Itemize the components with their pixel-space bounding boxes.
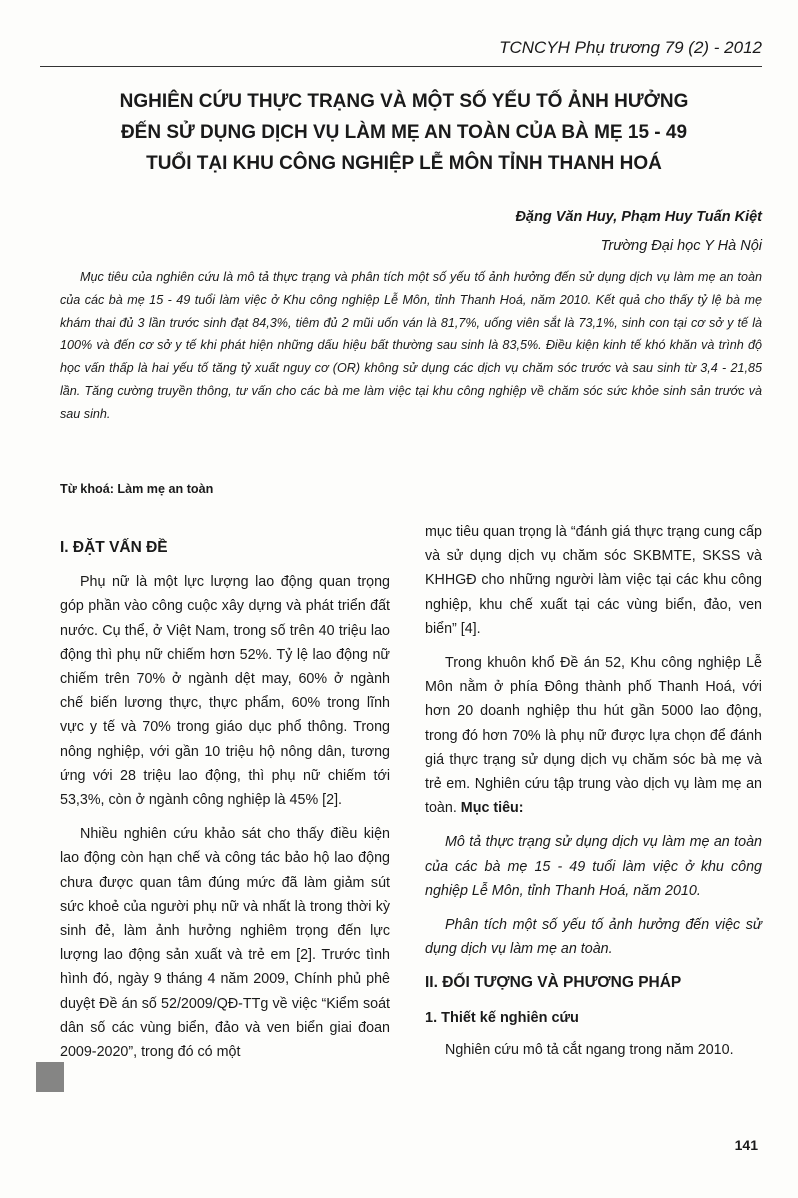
authors: Đặng Văn Huy, Phạm Huy Tuấn Kiệt [515, 209, 762, 225]
paragraph: Phụ nữ là một lực lượng lao động quan trọng góp phần vào công cuộc xây dựng và phát triển đất nước. Cụ thể, ở Việt Nam, trong số trên 40 triệu lao động thì phụ nữ chiếm hơn 52%. Tỷ lệ lao động nữ chiếm trên 70% ở ngành dệt may, 60% ở ngành chế biến lương thực, thực phẩm, 60% trong lĩnh vực y tế và 70% trong giáo dục phổ thông. Trong nông nghiệp, với gần 10 triệu hộ nông dân, tương ứng với 28 triệu lao động, thì phụ nữ chiếm tới 53,3%, còn ở ngành công nghiệp là 45% [2]. [60, 574, 390, 809]
paragraph: Nghiên cứu mô tả cắt ngang trong năm 2010. [445, 1041, 734, 1058]
section-heading: I. ĐẶT VẤN ĐỀ [60, 539, 168, 556]
author-block [515, 203, 762, 261]
article-title [50, 86, 758, 179]
left-column [60, 530, 390, 1074]
title-line: TUỔI TẠI KHU CÔNG NGHIỆP LỄ MÔN TỈNH THANH HOÁ [146, 153, 662, 174]
paragraph-text: Trong khuôn khổ Đề án 52, Khu công nghiệp Lễ Môn nằm ở phía Đông thành phố Thanh Hoá, với hơn 20 doanh nghiệp thu hút gần 5000 lao động, trong đó hơn 70% là phụ nữ được lựa chọn để đánh giá thực trạng sử dụng dịch vụ chăm sóc bà mẹ và trẻ em. Nghiên cứu tập trung vào dịch vụ làm mẹ an toàn. [425, 655, 762, 817]
title-line: ĐẾN SỬ DỤNG DỊCH VỤ LÀM MẸ AN TOÀN CỦA BÀ MẸ 15 - 49 [120, 122, 688, 143]
subsection-heading: 1. Thiết kế nghiên cứu [425, 1009, 579, 1026]
header-rule [40, 66, 762, 67]
page-number: 141 [734, 1137, 758, 1153]
objective-1: Mô tả thực trạng sử dụng dịch vụ làm mẹ an toàn của các bà mẹ 15 - 49 tuổi làm việc ở khu công nghiệp Lễ Môn, tỉnh Thanh Hoá, năm 2010. [425, 834, 762, 899]
right-column [425, 520, 762, 1072]
title-line: NGHIÊN CỨU THỰC TRẠNG VÀ MỘT SỐ YẾU TỐ ẢNH HƯỞNG [119, 91, 689, 112]
objective-label: Mục tiêu: [460, 800, 524, 817]
objective-2: Phân tích một số yếu tố ảnh hưởng đến việc sử dụng dịch vụ làm mẹ an toàn. [425, 917, 762, 958]
journal-header: TCNCYH Phụ trương 79 (2) - 2012 [499, 38, 762, 57]
abstract: Mục tiêu của nghiên cứu là mô tả thực trạng và phân tích một số yếu tố ảnh hưởng đến sử dụng dịch vụ làm mẹ an toàn của các bà mẹ 15 - 49 tuổi làm việc ở Khu công nghiệp Lễ Môn, tỉnh Thanh Hoá, năm 2010. Kết quả cho thấy tỷ lệ bà mẹ khám thai đủ 3 lần trước sinh đạt 84,3%, tiêm đủ 2 mũi uốn ván là 81,7%, uống viên sắt là 73,1%, sinh con tại cơ sở y tế là 100% và đến cơ sở y tế khi phát hiện những dấu hiệu bất thường sau sinh là 83,5%. Điều kiện kinh tế khó khăn và trình độ học vấn thấp là hai yếu tố tăng tỷ xuất nguy cơ (OR) không sử dụng các dịch vụ chăm sóc trước và sau sinh từ 3,4 - 21,85 lần. Tăng cường truyền thông, tư vấn cho các bà me làm việc tại khu công nghiệp về chăm sóc sức khỏe sinh sản trước và sau sinh. [60, 270, 762, 421]
keywords: Từ khoá: Làm mẹ an toàn [60, 482, 214, 496]
affiliation: Trường Đại học Y Hà Nội [600, 238, 762, 254]
paragraph [425, 651, 762, 820]
paragraph: Nhiều nghiên cứu khảo sát cho thấy điều kiện lao động còn hạn chế và công tác bảo hộ lao động chưa được quan tâm đúng mức đã làm giảm sút sức khoẻ của người phụ nữ và nhất là trong thời kỳ sinh đẻ, làm ảnh hưởng nghiêm trọng đến lực lượng lao động sản xuất và trẻ em [2]. Trước tình hình đó, ngày 9 tháng 4 năm 2009, Chính phủ phê duyệt Đề án số 52/2009/QĐ-TTg về việc “Kiểm soát dân số các vùng biển, đảo và ven biển giai đoan 2009-2020”, trong đó có một [60, 826, 390, 1061]
section-heading: II. ĐỐI TƯỢNG VÀ PHƯƠNG PHÁP [425, 974, 682, 992]
scan-artifact [36, 1062, 64, 1092]
paragraph: mục tiêu quan trọng là “đánh giá thực trạng cung cấp và sử dụng dịch vụ chăm sóc SKBMTE, SKSS và KHHGĐ cho những người làm việc tại các khu công nghiệp, khu chế xuất tại các vùng biển, đảo, ven biển” [4]. [425, 524, 762, 637]
